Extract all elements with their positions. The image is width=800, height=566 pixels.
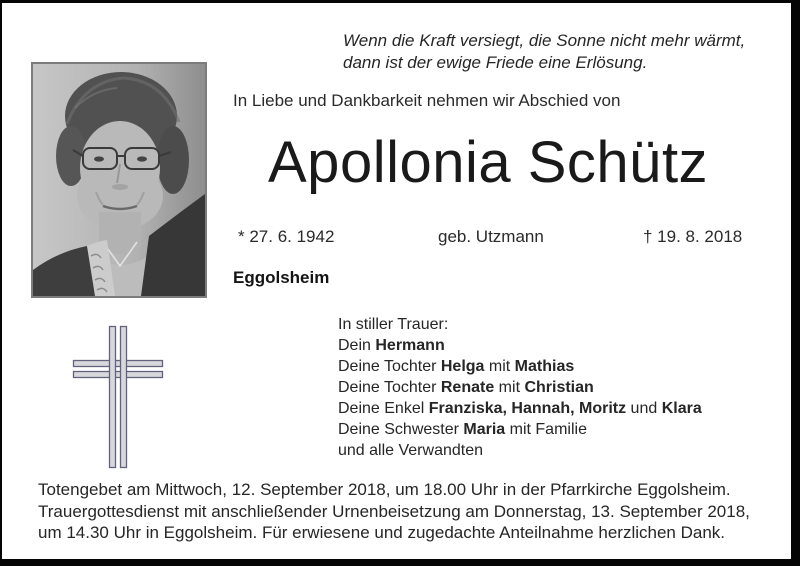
- quote-line-2: dann ist der ewige Friede eine Erlösung.: [343, 53, 648, 72]
- mourning-line: Deine Schwester Maria mit Familie: [338, 421, 587, 438]
- residence: Eggolsheim: [233, 268, 330, 287]
- mourning-line: und alle Verwandten: [338, 442, 483, 459]
- funeral-details: [38, 479, 750, 544]
- portrait-photo: [31, 62, 207, 298]
- cross-icon: [70, 322, 166, 477]
- quote-line-1: Wenn die Kraft versiegt, die Sonne nicht mehr wärmt,: [343, 31, 746, 50]
- mourning-list: [338, 314, 702, 461]
- portrait-photo-art: [33, 64, 205, 296]
- mourning-line: Deine Tochter Helga mit Mathias: [338, 358, 575, 375]
- deceased-name: Apollonia Schütz: [268, 130, 709, 195]
- intro-line: In Liebe und Dankbarkeit nehmen wir Abschied von: [233, 91, 621, 110]
- funeral-line-1: Totengebet am Mittwoch, 12. September 2018, um 18.00 Uhr in der Pfarrkirche Eggolsheim.: [38, 480, 731, 499]
- obituary-sheet: [2, 3, 791, 559]
- funeral-line-2: Trauergottesdienst mit anschließender Urnenbeisetzung am Donnerstag, 13. September 2018,: [38, 501, 750, 521]
- funeral-line-3: um 14.30 Uhr in Eggolsheim. Für erwiesene und zugedachte Anteilnahme herzlichen Dank.: [38, 523, 726, 542]
- mourning-line: Deine Tochter Renate mit Christian: [338, 379, 594, 396]
- birth-date: * 27. 6. 1942: [238, 227, 335, 246]
- mourning-line: Dein Hermann: [338, 337, 445, 354]
- memorial-quote: [343, 30, 745, 74]
- maiden-name: geb. Utzmann: [438, 227, 544, 246]
- mourning-header: In stiller Trauer:: [338, 316, 449, 333]
- mourning-line: Deine Enkel Franziska, Hannah, Moritz und Klara: [338, 400, 702, 417]
- death-date: † 19. 8. 2018: [643, 227, 743, 246]
